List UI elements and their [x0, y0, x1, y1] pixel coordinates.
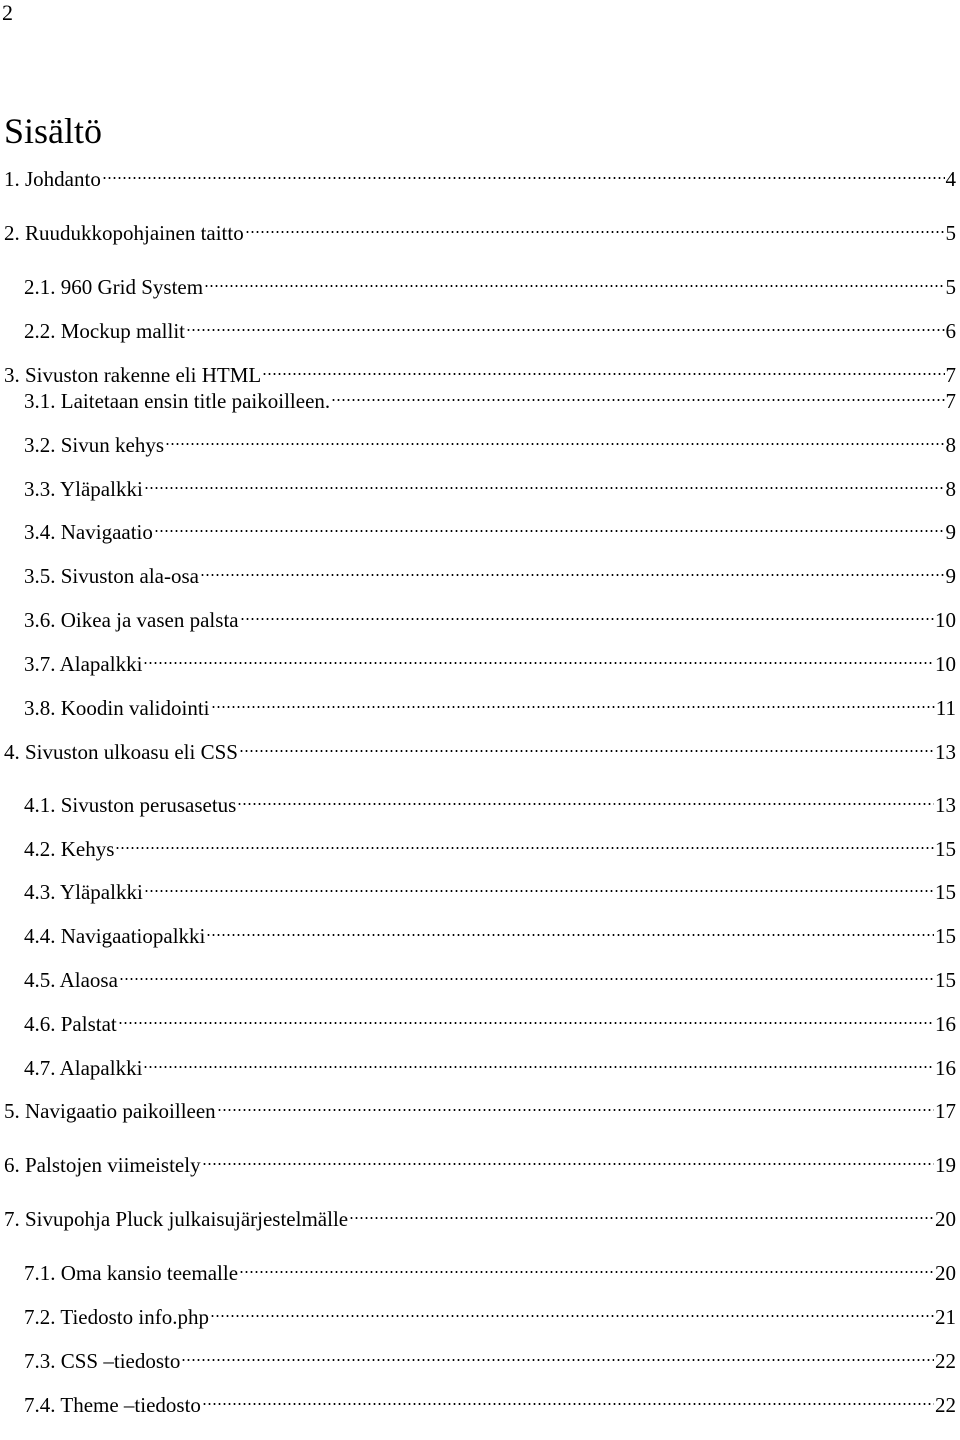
toc-entry-page: 16 [935, 1012, 956, 1036]
dot-leader [200, 555, 945, 583]
dot-leader [237, 784, 934, 812]
toc-entry-page: 5 [945, 275, 956, 299]
dot-leader [143, 1047, 934, 1075]
toc-entry-page: 16 [935, 1056, 956, 1080]
toc-entry[interactable] [24, 424, 956, 457]
toc-entry-label: 4. Sivuston ulkoasu eli CSS [4, 740, 238, 764]
toc-entry-label: 2. Ruudukkopohjainen taitto [4, 221, 244, 245]
toc-entry[interactable] [24, 555, 956, 588]
toc-entry-page: 17 [935, 1099, 956, 1123]
dot-leader [210, 1296, 934, 1324]
toc-entry-label: 7.3. CSS –tiedosto [24, 1349, 181, 1373]
toc-title: Sisältö [4, 111, 103, 151]
toc-entry[interactable] [24, 643, 956, 676]
dot-leader [331, 380, 944, 408]
toc-entry[interactable] [24, 468, 956, 501]
toc-entry-page: 13 [935, 793, 956, 817]
dot-leader [115, 828, 934, 856]
toc-entry-page: 15 [935, 837, 956, 861]
toc-entry[interactable] [4, 158, 956, 191]
dot-leader [119, 959, 934, 987]
toc-entry-page: 15 [935, 880, 956, 904]
toc-entry-page: 20 [935, 1207, 956, 1231]
dot-leader [102, 158, 945, 186]
toc-entry-page: 9 [945, 564, 956, 588]
dot-leader [262, 354, 944, 382]
toc-entry[interactable] [24, 511, 956, 544]
toc-entry[interactable] [4, 1090, 956, 1123]
dot-leader [204, 266, 944, 294]
dot-leader [118, 1003, 934, 1031]
toc-entry[interactable] [4, 731, 956, 764]
toc-entry[interactable] [24, 784, 956, 817]
dot-leader [154, 511, 945, 539]
dot-leader [186, 310, 945, 338]
dot-leader [245, 212, 945, 240]
toc-entry[interactable] [24, 871, 956, 904]
toc-entry-page: 10 [935, 652, 956, 676]
dot-leader [240, 599, 934, 627]
toc-entry-label: 5. Navigaatio paikoilleen [4, 1099, 216, 1123]
toc-entry-label: 4.7. Alapalkki [24, 1056, 143, 1080]
toc-entry[interactable] [24, 1340, 956, 1373]
toc-entry[interactable] [4, 212, 956, 245]
toc-entry-label: 3.2. Sivun kehys [24, 433, 165, 457]
toc-entry-page: 13 [935, 740, 956, 764]
toc-entry-label: 6. Palstojen viimeistely [4, 1153, 201, 1177]
toc-entry-label: 3.4. Navigaatio [24, 520, 153, 544]
toc-entry-label: 4.3. Yläpalkki [24, 880, 143, 904]
toc-entry[interactable] [4, 1144, 956, 1177]
toc-entry-page: 19 [935, 1153, 956, 1177]
toc-entry-label: 4.2. Kehys [24, 837, 115, 861]
page-number: 2 [2, 0, 13, 25]
toc-entry-page: 5 [945, 221, 956, 245]
toc-entry[interactable] [4, 354, 956, 387]
toc-entry-label: 3.8. Koodin validointi [24, 696, 210, 720]
toc-entry-label: 7. Sivupohja Pluck julkaisujärjestelmälle [4, 1207, 349, 1231]
toc-entry[interactable] [24, 1047, 956, 1080]
dot-leader [181, 1340, 934, 1368]
toc-entry-label: 3.3. Yläpalkki [24, 477, 143, 501]
toc-entry-page: 7 [945, 363, 956, 387]
toc-entry-page: 4 [945, 167, 956, 191]
dot-leader [206, 915, 934, 943]
toc-entry[interactable] [24, 687, 956, 720]
dot-leader [239, 1252, 934, 1280]
toc-entry-page: 7 [945, 389, 956, 413]
toc-entry[interactable] [24, 1384, 956, 1417]
toc-entry-label: 2.1. 960 Grid System [24, 275, 204, 299]
toc-entry[interactable] [24, 1296, 956, 1329]
toc-entry[interactable] [24, 1252, 956, 1285]
toc-entry[interactable] [24, 1003, 956, 1036]
toc-entry-label: 3.5. Sivuston ala-osa [24, 564, 199, 588]
toc-entry-label: 3. Sivuston rakenne eli HTML [4, 363, 262, 387]
toc-entry-label: 3.7. Alapalkki [24, 652, 143, 676]
toc-entry-label: 4.4. Navigaatiopalkki [24, 924, 206, 948]
toc-entry-page: 11 [935, 696, 956, 720]
dot-leader [211, 687, 935, 715]
dot-leader [217, 1090, 934, 1118]
toc-entry-page: 20 [935, 1261, 956, 1285]
toc-entry-label: 2.2. Mockup mallit [24, 319, 185, 343]
toc-entry-page: 9 [945, 520, 956, 544]
toc-entry-page: 22 [935, 1393, 956, 1417]
toc-entry-label: 4.6. Palstat [24, 1012, 117, 1036]
toc-entry[interactable] [24, 915, 956, 948]
toc-entry[interactable] [24, 828, 956, 861]
toc-entry-label: 7.1. Oma kansio teemalle [24, 1261, 239, 1285]
toc-entry[interactable] [24, 599, 956, 632]
toc-entry[interactable] [24, 959, 956, 992]
toc-entry[interactable] [24, 266, 956, 299]
toc-entry-page: 22 [935, 1349, 956, 1373]
toc-entry-page: 15 [935, 924, 956, 948]
toc-entry-label: 4.1. Sivuston perusasetus [24, 793, 237, 817]
dot-leader [144, 871, 934, 899]
toc-entry-label: 4.5. Alaosa [24, 968, 118, 992]
dot-leader [202, 1144, 934, 1172]
toc-entry-page: 6 [945, 319, 956, 343]
toc-entry-page: 21 [935, 1305, 956, 1329]
toc-entry[interactable] [4, 1198, 956, 1231]
toc-entry-page: 8 [945, 433, 956, 457]
toc-entry-label: 3.1. Laitetaan ensin title paikoilleen. [24, 389, 331, 413]
dot-leader [202, 1384, 934, 1412]
dot-leader [143, 643, 934, 671]
dot-leader [165, 424, 944, 452]
dot-leader [349, 1198, 934, 1226]
toc-entry-label: 1. Johdanto [4, 167, 101, 191]
toc-entry[interactable] [24, 310, 956, 343]
toc-entry-label: 7.2. Tiedosto info.php [24, 1305, 209, 1329]
toc-entry-page: 8 [945, 477, 956, 501]
dot-leader [144, 468, 945, 496]
toc-entry[interactable] [24, 380, 956, 413]
dot-leader [239, 731, 934, 759]
toc-entry-page: 15 [935, 968, 956, 992]
toc-entry-label: 3.6. Oikea ja vasen palsta [24, 608, 239, 632]
toc-entry-page: 10 [935, 608, 956, 632]
toc-entry-label: 7.4. Theme –tiedosto [24, 1393, 201, 1417]
